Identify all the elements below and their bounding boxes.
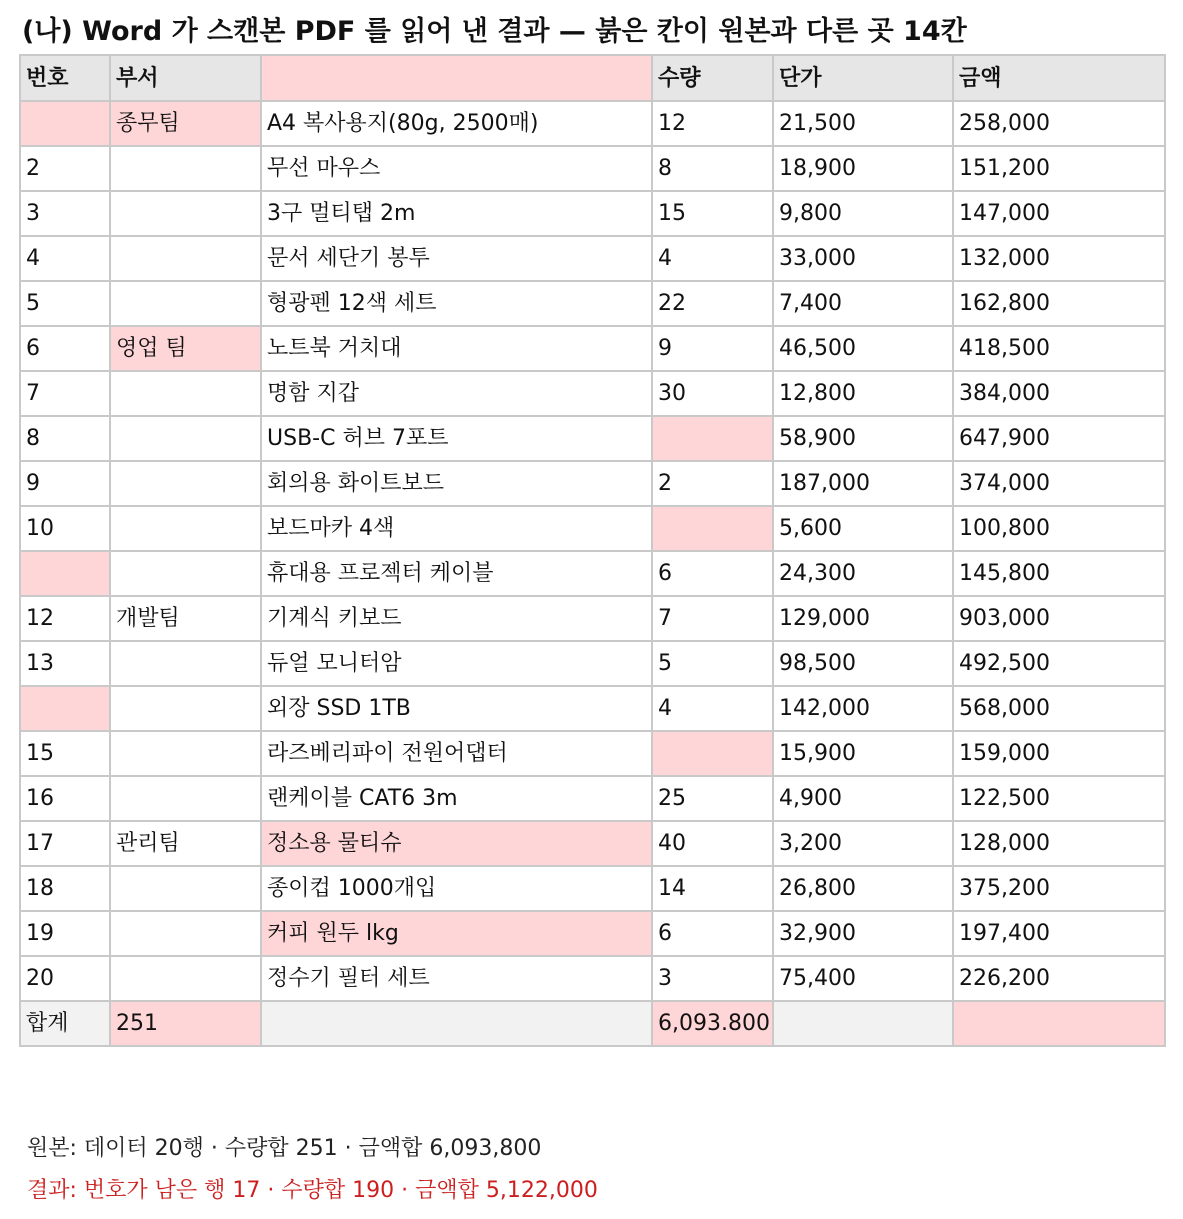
- cell-number: [20, 686, 110, 731]
- cell-department: 관리팀: [110, 821, 261, 866]
- cell-department: [110, 866, 261, 911]
- cell-unit-price: 98,500: [773, 641, 953, 686]
- total-amount: [953, 1001, 1165, 1046]
- cell-unit-price: 142,000: [773, 686, 953, 731]
- cell-amount: 374,000: [953, 461, 1165, 506]
- cell-item: 회의용 화이트보드: [261, 461, 652, 506]
- original-summary: 원본: 데이터 20행 · 수량합 251 · 금액합 6,093,800: [27, 1136, 542, 1161]
- result-summary: 결과: 번호가 남은 행 17 · 수량합 190 · 금액합 5,122,000: [27, 1178, 598, 1203]
- cell-amount: 151,200: [953, 146, 1165, 191]
- cell-quantity: 9: [652, 326, 773, 371]
- cell-item: 휴대용 프로젝터 케이블: [261, 551, 652, 596]
- cell-department: [110, 461, 261, 506]
- cell-quantity: 3: [652, 956, 773, 1001]
- header-unit-price: 단가: [773, 55, 953, 101]
- cell-amount: 647,900: [953, 416, 1165, 461]
- cell-number: 15: [20, 731, 110, 776]
- cell-item: 정소용 물티슈: [261, 821, 652, 866]
- cell-item: 무선 마우스: [261, 146, 652, 191]
- cell-amount: 147,000: [953, 191, 1165, 236]
- table-row: [20, 641, 1165, 686]
- table-row: [20, 461, 1165, 506]
- cell-unit-price: 7,400: [773, 281, 953, 326]
- table-row: [20, 596, 1165, 641]
- cell-department: [110, 281, 261, 326]
- table-body: [20, 101, 1165, 1046]
- cell-quantity: 6: [652, 911, 773, 956]
- cell-amount: 145,800: [953, 551, 1165, 596]
- table-row: [20, 956, 1165, 1001]
- cell-item: 랜케이블 CAT6 3m: [261, 776, 652, 821]
- cell-quantity: 15: [652, 191, 773, 236]
- cell-number: 20: [20, 956, 110, 1001]
- cell-amount: 258,000: [953, 101, 1165, 146]
- cell-amount: 197,400: [953, 911, 1165, 956]
- cell-number: 5: [20, 281, 110, 326]
- page-title: (나) Word 가 스캔본 PDF 를 읽어 낸 결과 — 붉은 칸이 원본과 다른 곳 14칸: [22, 16, 967, 47]
- cell-number: 10: [20, 506, 110, 551]
- cell-amount: 226,200: [953, 956, 1165, 1001]
- cell-quantity: 5: [652, 641, 773, 686]
- cell-unit-price: 46,500: [773, 326, 953, 371]
- cell-amount: 903,000: [953, 596, 1165, 641]
- total-quantity: 6,093.800: [652, 1001, 773, 1046]
- cell-department: 영업 팀: [110, 326, 261, 371]
- cell-item: 보드마카 4색: [261, 506, 652, 551]
- cell-number: [20, 101, 110, 146]
- cell-quantity: 40: [652, 821, 773, 866]
- cell-item: 형광펜 12색 세트: [261, 281, 652, 326]
- cell-unit-price: 58,900: [773, 416, 953, 461]
- cell-unit-price: 75,400: [773, 956, 953, 1001]
- total-item: [261, 1001, 652, 1046]
- cell-unit-price: 32,900: [773, 911, 953, 956]
- total-unit-price: [773, 1001, 953, 1046]
- total-department: 251: [110, 1001, 261, 1046]
- table-row: [20, 371, 1165, 416]
- cell-number: [20, 551, 110, 596]
- cell-unit-price: 4,900: [773, 776, 953, 821]
- cell-quantity: 22: [652, 281, 773, 326]
- cell-number: 19: [20, 911, 110, 956]
- cell-department: [110, 641, 261, 686]
- table-row: [20, 326, 1165, 371]
- cell-unit-price: 9,800: [773, 191, 953, 236]
- table-row: [20, 776, 1165, 821]
- cell-item: 종이컵 1000개입: [261, 866, 652, 911]
- cell-item: 노트북 거치대: [261, 326, 652, 371]
- table-row: [20, 191, 1165, 236]
- cell-number: 2: [20, 146, 110, 191]
- header-number: 번호: [20, 55, 110, 101]
- cell-quantity: 30: [652, 371, 773, 416]
- cell-amount: 162,800: [953, 281, 1165, 326]
- summary-notes: [27, 1128, 598, 1212]
- cell-item: 라즈베리파이 전원어댑터: [261, 731, 652, 776]
- cell-item: 기계식 키보드: [261, 596, 652, 641]
- cell-number: 13: [20, 641, 110, 686]
- table-row: [20, 506, 1165, 551]
- cell-number: 6: [20, 326, 110, 371]
- cell-unit-price: 3,200: [773, 821, 953, 866]
- cell-item: A4 복사용지(80g, 2500매): [261, 101, 652, 146]
- cell-department: [110, 551, 261, 596]
- cell-amount: 418,500: [953, 326, 1165, 371]
- cell-department: 종무팀: [110, 101, 261, 146]
- table-row: [20, 146, 1165, 191]
- ocr-result-table: [19, 54, 1166, 1047]
- cell-number: 9: [20, 461, 110, 506]
- cell-department: [110, 506, 261, 551]
- header-quantity: 수량: [652, 55, 773, 101]
- cell-item: 명함 지갑: [261, 371, 652, 416]
- cell-unit-price: 12,800: [773, 371, 953, 416]
- cell-amount: 122,500: [953, 776, 1165, 821]
- table-row: [20, 551, 1165, 596]
- table-header-row: [20, 55, 1165, 101]
- cell-unit-price: 21,500: [773, 101, 953, 146]
- cell-unit-price: 18,900: [773, 146, 953, 191]
- cell-amount: 159,000: [953, 731, 1165, 776]
- cell-quantity: 4: [652, 236, 773, 281]
- cell-unit-price: 15,900: [773, 731, 953, 776]
- cell-item: 문서 세단기 봉투: [261, 236, 652, 281]
- cell-department: [110, 686, 261, 731]
- cell-number: 12: [20, 596, 110, 641]
- table-row: [20, 731, 1165, 776]
- cell-quantity: 4: [652, 686, 773, 731]
- cell-department: [110, 191, 261, 236]
- cell-department: [110, 911, 261, 956]
- cell-unit-price: 187,000: [773, 461, 953, 506]
- cell-quantity: [652, 731, 773, 776]
- cell-department: [110, 956, 261, 1001]
- total-number: 합계: [20, 1001, 110, 1046]
- cell-amount: 132,000: [953, 236, 1165, 281]
- cell-item: 외장 SSD 1TB: [261, 686, 652, 731]
- cell-unit-price: 26,800: [773, 866, 953, 911]
- cell-quantity: [652, 506, 773, 551]
- cell-quantity: 12: [652, 101, 773, 146]
- cell-number: 18: [20, 866, 110, 911]
- cell-amount: 128,000: [953, 821, 1165, 866]
- header-department: 부서: [110, 55, 261, 101]
- header-item: [261, 55, 652, 101]
- total-row: [20, 1001, 1165, 1046]
- cell-quantity: 14: [652, 866, 773, 911]
- table-row: [20, 101, 1165, 146]
- cell-item: 3구 멀티탭 2m: [261, 191, 652, 236]
- cell-unit-price: 24,300: [773, 551, 953, 596]
- cell-unit-price: 33,000: [773, 236, 953, 281]
- cell-department: 개발팀: [110, 596, 261, 641]
- cell-number: 4: [20, 236, 110, 281]
- cell-quantity: 2: [652, 461, 773, 506]
- cell-amount: 568,000: [953, 686, 1165, 731]
- cell-number: 7: [20, 371, 110, 416]
- cell-department: [110, 146, 261, 191]
- cell-unit-price: 5,600: [773, 506, 953, 551]
- cell-department: [110, 776, 261, 821]
- table-row: [20, 821, 1165, 866]
- cell-quantity: 8: [652, 146, 773, 191]
- cell-item: USB-C 허브 7포트: [261, 416, 652, 461]
- cell-quantity: [652, 416, 773, 461]
- cell-department: [110, 371, 261, 416]
- cell-amount: 375,200: [953, 866, 1165, 911]
- cell-quantity: 6: [652, 551, 773, 596]
- cell-department: [110, 236, 261, 281]
- cell-number: 16: [20, 776, 110, 821]
- header-amount: 금액: [953, 55, 1165, 101]
- cell-quantity: 7: [652, 596, 773, 641]
- cell-department: [110, 731, 261, 776]
- cell-amount: 384,000: [953, 371, 1165, 416]
- cell-quantity: 25: [652, 776, 773, 821]
- cell-department: [110, 416, 261, 461]
- cell-item: 커피 원두 lkg: [261, 911, 652, 956]
- table-row: [20, 236, 1165, 281]
- table-row: [20, 866, 1165, 911]
- cell-unit-price: 129,000: [773, 596, 953, 641]
- cell-number: 17: [20, 821, 110, 866]
- table-row: [20, 686, 1165, 731]
- cell-number: 3: [20, 191, 110, 236]
- table-row: [20, 281, 1165, 326]
- cell-number: 8: [20, 416, 110, 461]
- table-row: [20, 416, 1165, 461]
- table-row: [20, 911, 1165, 956]
- cell-item: 듀얼 모니터암: [261, 641, 652, 686]
- cell-amount: 100,800: [953, 506, 1165, 551]
- cell-item: 정수기 필터 세트: [261, 956, 652, 1001]
- cell-amount: 492,500: [953, 641, 1165, 686]
